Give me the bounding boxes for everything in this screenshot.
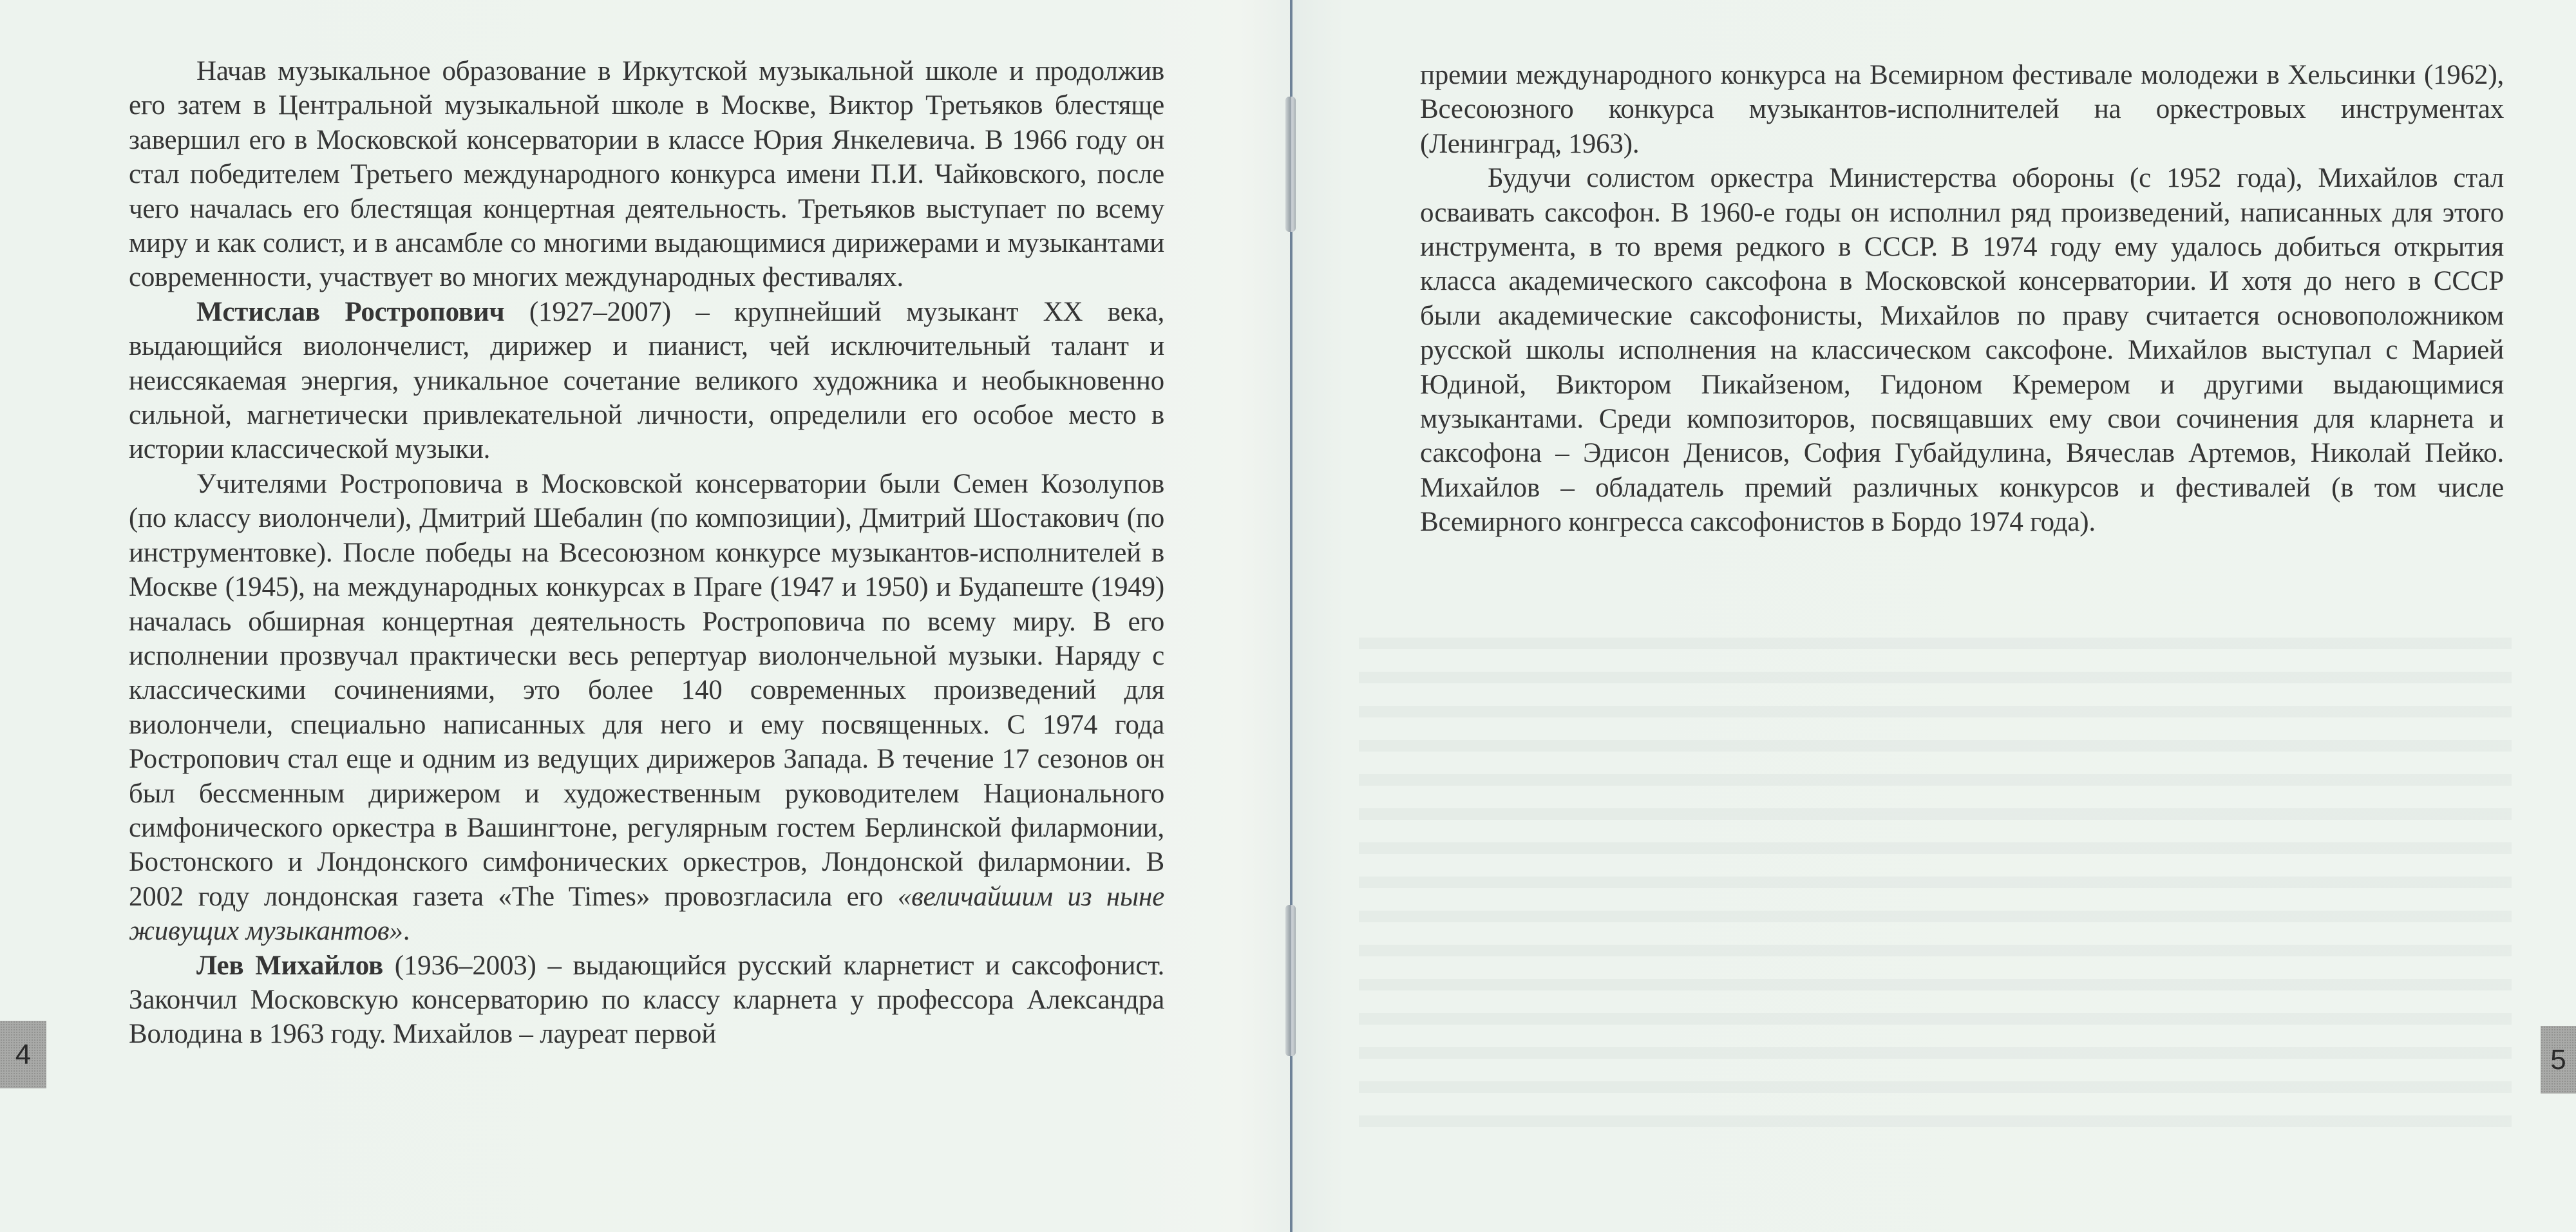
paragraph-text: Будучи солистом оркестра Министерства обороны (с 1952 года), Михайлов стал осваивать саксофон. В 1960-е годы он исполнил ряд произведений, написанных для этого инструмента, в то время редкого в СССР. В 1974 году ему удалось добиться открытия класса академического саксофона в Московской консерватории. И хотя до него в СССР были академические саксофонисты, Михайлов по праву считается основоположником русской школы исполнения на классическом саксофоне. Михайлов выступал с Марией Юдиной, Виктором Пикайзеном, Гидоном Кремером и другими выдающимися музыкантами. Среди композиторов, посвящавших ему свои сочинения для кларнета и саксофона – Эдисон Денисов, София Губайдулина, Вячеслав Артемов, Николай Пейко. Михайлов – обладатель премий различных конкурсов и фестивалей (в том числе Всемирного конгресса саксофонистов в Бордо 1974 года). [1420,163,2504,538]
paragraph-tail: . [402,916,410,947]
staple-icon [1285,905,1296,1056]
paragraph-text: Учителями Ростроповича в Московской консерватории были Семен Козолупов (по классу виолончели), Дмитрий Шебалин (по композиции), Дмитрий Шостакович (по инструментовке). После победы на Всесоюзном конкурсе музыкантов-исполнителей в Москве (1945), на международных конкурсах в Праге (1947 и 1950) и Будапеште (1949) началась обширная концертная деятельность Ростроповича по всему миру. В его исполнении прозвучал практически весь репертуар виолончельной музыки. Наряду с классическими сочинениями, это более 140 современных произведений для виолончели, специально написанных для него и ему посвященных. С 1974 года Ростропович стал еще и одним из ведущих дирижеров Запада. В течение 17 сезонов он был бессменным дирижером и художественным руководителем Национального симфонического оркестра в Вашингтоне, регулярным гостем Берлинской филармонии, Бостонского и Лондонского симфонических оркестров, Лондонской филармонии. В 2002 году лондонская газета «The Times» провозгласила его [129,468,1164,912]
bleed-through-texture [1359,618,2512,1146]
paragraph-text: (1936–2003) – выдающийся русский кларнетист и саксофонист. Закончил Московскую консерваторию по классу кларнета у профессора Александра Володина в 1963 году. Михайлов – лауреат первой [129,950,1164,1050]
page-number-badge-right [2541,1026,2576,1094]
paragraph-text: премии международного конкурса на Всемирном фестивале молодежи в Хельсинки (1962), Всесоюзного конкурса музыкантов-исполнителей на оркестровых инструментах (Ленинград, 1963). [1420,60,2504,159]
paragraph-mikhailov-intro [129,949,1164,1052]
staple-icon [1285,97,1296,232]
page-number: 5 [2550,1043,2566,1076]
paragraph-mikhailov-saxophone [1420,161,2504,539]
paragraph-text: Начав музыкальное образование в Иркутской музыкальной школе и продолжив его затем в Центральной музыкальной школе в Москве, Виктор Третьяков блестяще завершил его в Московской консерватории в классе Юрия Янкелевича. В 1966 году он стал победителем Третьего международного конкурса имени П.И. Чайковского, после чего началась его блестящая концертная деятельность. Третьяков выступает по всему миру и как солист, и в ансамбле со многими выдающимися дирижерами и музыкантами современности, участвует во многих международных фестивалях. [129,56,1164,293]
paragraph-tretyakov [129,54,1164,295]
left-text-column [129,54,1164,1052]
italic-quote: «величайшим из ныне живущих музыкантов» [129,881,1164,947]
right-text-column [1420,58,2504,540]
person-name-bold: Лев Михайлов [196,950,383,981]
paragraph-mikhailov-awards [1420,58,2504,161]
person-name-bold: Мстислав Ростропович [196,296,505,327]
paragraph-rostropovich-career [129,467,1164,949]
paragraph-text: (1927–2007) – крупнейший музыкант XX века, выдающийся виолончелист, дирижер и пианист, чей исключительный талант и неиссякаемая энергия, уникальное сочетание великого художника и необыкновенно сильной, магнетически привлекательной личности, определили его особое место в истории классической музыки. [129,296,1165,465]
page-number: 4 [15,1038,32,1070]
page-number-badge-left [0,1021,46,1088]
paragraph-rostropovich-intro [129,295,1164,467]
